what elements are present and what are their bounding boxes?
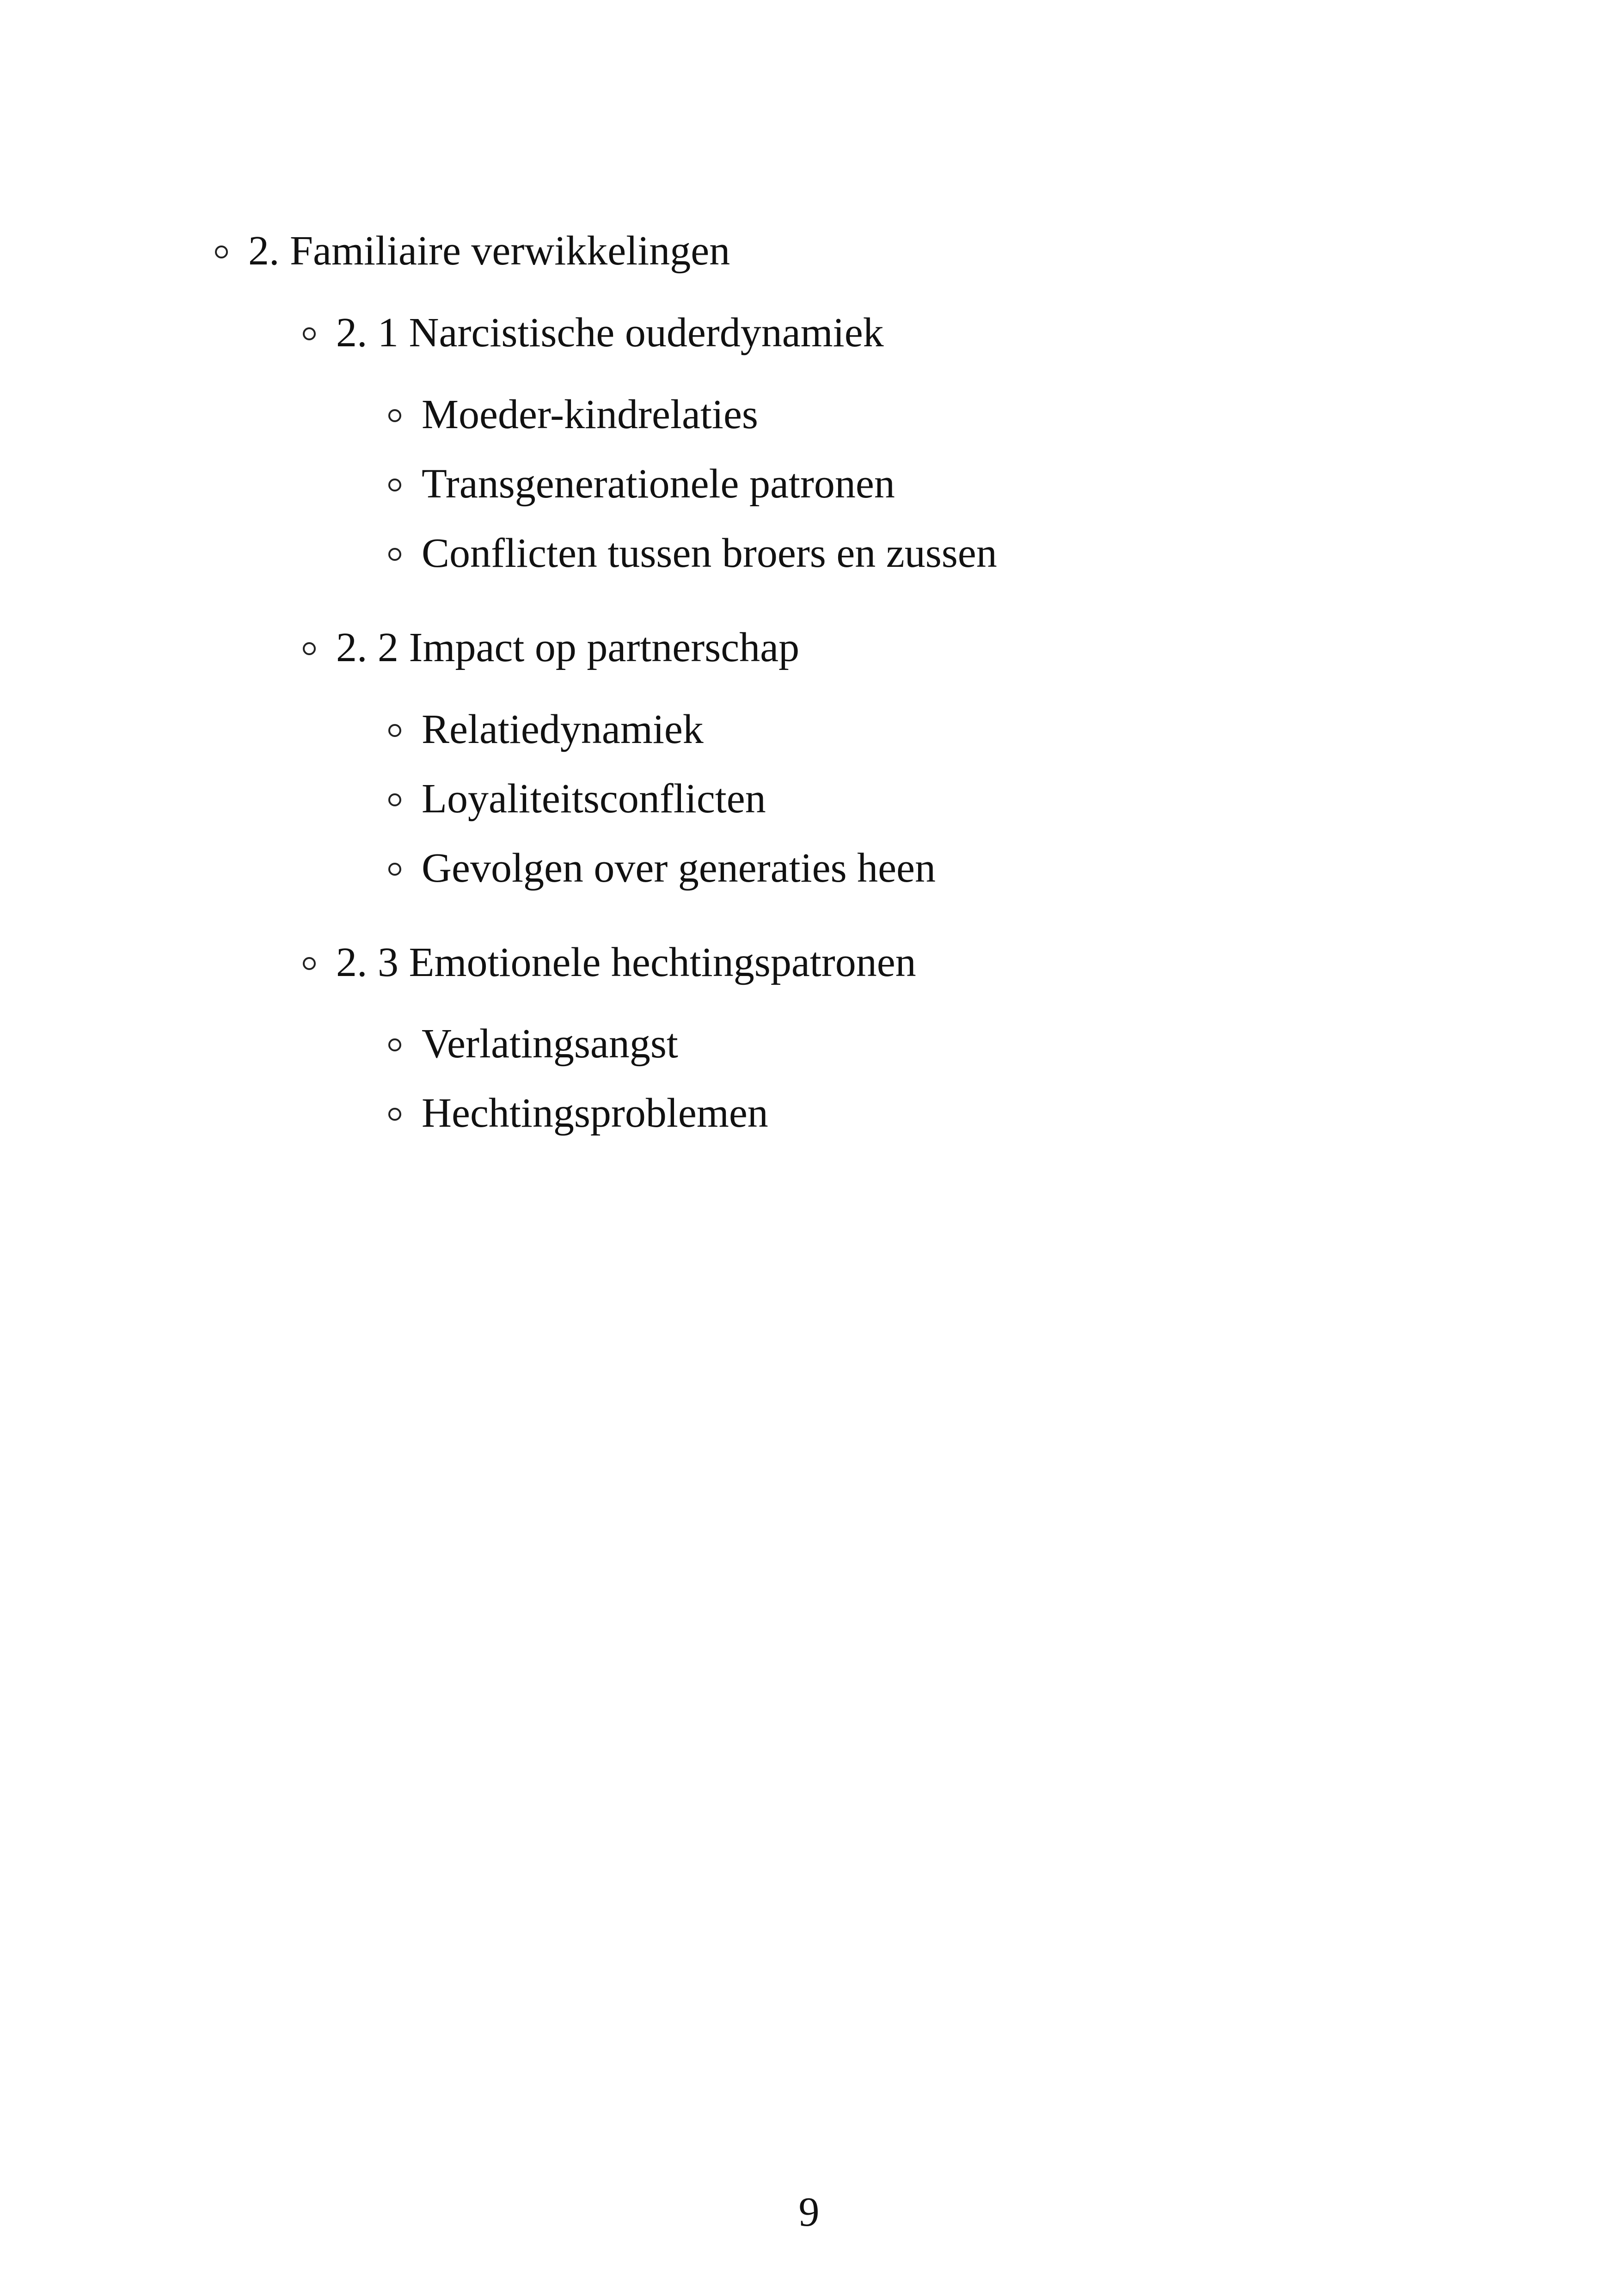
list-item: [388, 1019, 678, 1069]
hollow-circle-bullet-icon: [303, 957, 316, 970]
hollow-circle-bullet-icon: [388, 1108, 401, 1121]
hollow-circle-bullet-icon: [303, 642, 316, 655]
subsection-heading: [303, 307, 884, 358]
list-item: [388, 704, 704, 755]
subsection-label: 2. 3 Emotionele hechtingspatronen: [336, 939, 916, 985]
list-item-label: Hechtingsproblemen: [422, 1090, 768, 1136]
subsection-label: 2. 2 Impact op partnerschap: [336, 625, 800, 670]
hollow-circle-bullet-icon: [388, 479, 401, 491]
hollow-circle-bullet-icon: [388, 724, 401, 737]
list-item-label: Relatiedynamiek: [422, 706, 704, 752]
hollow-circle-bullet-icon: [388, 548, 401, 561]
subsection-heading: [303, 622, 799, 673]
list-item-label: Conflicten tussen broers en zussen: [422, 530, 997, 576]
list-item-label: Moeder-kindrelaties: [422, 392, 758, 437]
subsection-label: 2. 1 Narcistische ouderdynamiek: [336, 310, 884, 356]
list-item-label: Gevolgen over generaties heen: [422, 845, 936, 891]
hollow-circle-bullet-icon: [215, 246, 228, 258]
list-item: [388, 1088, 768, 1139]
section-label: 2. Familiaire verwikkelingen: [248, 228, 730, 274]
subsection-heading: [303, 937, 916, 988]
list-item: [388, 774, 766, 824]
list-item: [388, 389, 758, 440]
section-heading: [215, 226, 730, 276]
hollow-circle-bullet-icon: [388, 409, 401, 422]
hollow-circle-bullet-icon: [388, 1038, 401, 1051]
list-item-label: Loyaliteitsconflicten: [422, 776, 766, 822]
page-number: 9: [798, 2189, 820, 2235]
hollow-circle-bullet-icon: [388, 793, 401, 806]
hollow-circle-bullet-icon: [388, 863, 401, 876]
list-item: [388, 843, 936, 894]
list-item: [388, 528, 997, 579]
list-item-label: Transgenerationele patronen: [422, 461, 895, 507]
hollow-circle-bullet-icon: [303, 327, 316, 340]
list-item-label: Verlatingsangst: [422, 1021, 678, 1067]
list-item: [388, 459, 895, 510]
